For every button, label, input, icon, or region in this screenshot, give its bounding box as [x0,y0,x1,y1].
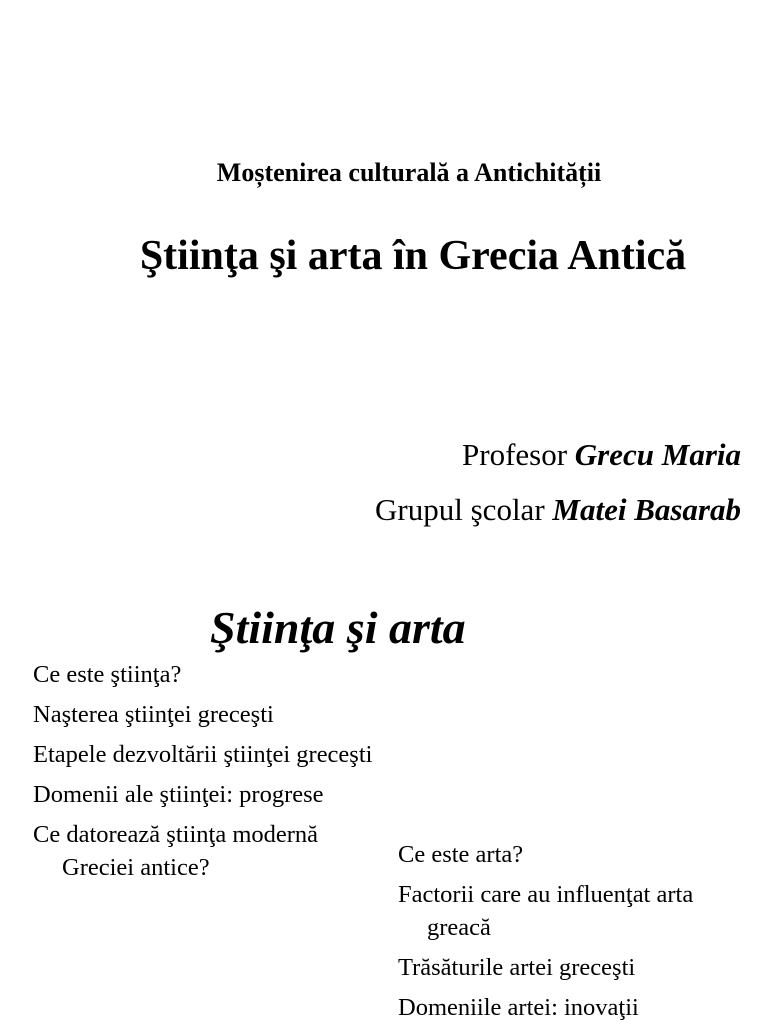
author-role-label: Profesor [462,437,568,472]
author-line [462,435,741,475]
school-name: Matei Basarab [552,492,741,527]
list-item: Domenii ale ştiinţei: progrese [33,781,324,808]
list-item: Ce datorează ştiinţa modernă Greciei antice? [33,821,319,881]
slide-main-title: Ştiinţa şi arta în Grecia Antică [139,233,687,279]
author-name: Grecu Maria [574,437,741,472]
contents-slide [0,576,768,1024]
list-item: Domeniile artei: inovaţii [398,994,639,1021]
art-topic-list [398,838,743,1031]
list-item: Etapele dezvoltării ştiinţei greceşti [33,741,373,768]
list-item: Ce este arta? [398,841,524,868]
science-topic-list [33,658,378,891]
school-label: Grupul şcolar [375,492,545,527]
list-item: Naşterea ştiinţei greceşti [33,701,274,728]
list-item: Ce este ştiinţa? [33,661,182,688]
school-line [375,490,741,530]
list-item: Factorii care au influenţat arta greacă [398,881,694,941]
list-item: Trăsăturile artei greceşti [398,954,636,981]
slide-supertitle: Moștenirea culturală a Antichității [216,158,602,187]
section-title: Ştiinţa şi arta [210,602,466,653]
